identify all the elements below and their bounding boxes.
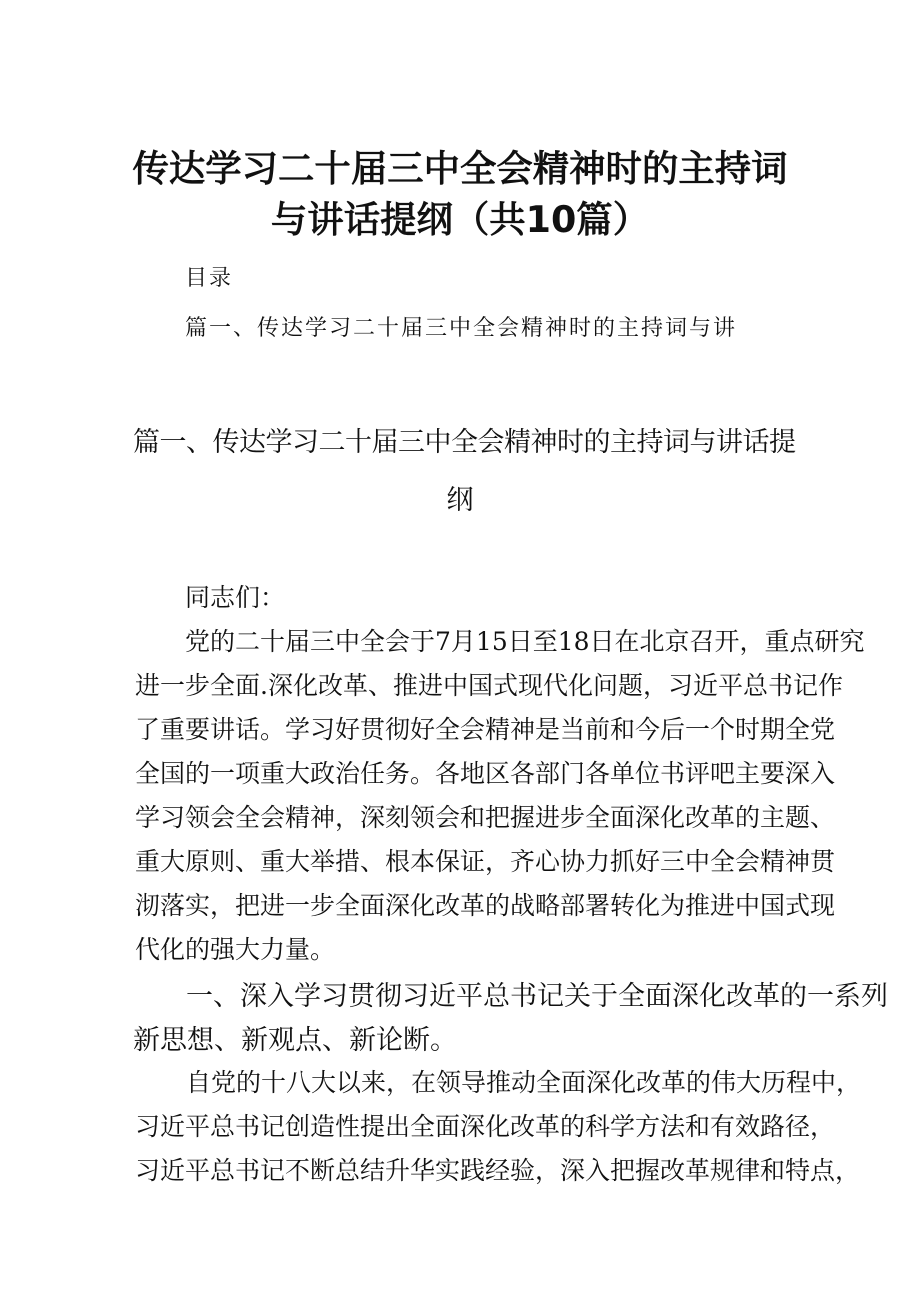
paragraph-1-line-6: 重大原则、重大举措、根本保证，齐心协力抓好三中全会精神贯 [135,847,836,876]
section-title-line-2: 纲 [446,485,474,516]
heading-1-line-1: 一、深入学习贯彻习近平总书记关于全面深化改革的一系列 [186,981,888,1012]
greeting-text: 同志们： [185,583,286,612]
section-title-line-1: 篇一、传达学习二十届三中全会精神时的主持词与讲话提 [133,427,796,458]
document-title-line-1: 传达学习二十届三中全会精神时的主持词 [132,147,788,190]
paragraph-2-line-1: 自党的十八大以来，在领导推动全面深化改革的伟大历程中， [186,1068,862,1097]
paragraph-2-line-2: 习近平总书记创造性提出全面深化改革的科学方法和有效路径， [135,1112,836,1141]
toc-heading: 目录 [185,266,234,291]
heading-1-line-2: 新思想、新观点、新论断。 [133,1025,457,1056]
paragraph-1-line-1: 党的二十届三中全会于7月15日至18日在北京召开，重点研究 [185,627,865,656]
paragraph-1-line-4: 全国的一项重大政治任务。各地区各部门各单位书评吧主要深入 [135,759,836,788]
paragraph-1-line-7: 沏落实，把进一步全面深化改革的战略部署转化为推进中国式现 [135,891,836,920]
paragraph-1-line-2: 进一步全面.深化改革、推进中国式现代化问题，习近平总书记作 [135,671,843,700]
paragraph-1-line-3: 了重要讲话。学习好贯彻好全会精神是当前和今后一个时期全党 [135,715,836,744]
paragraph-2-line-3: 习近平总书记不断总结升华实践经验，深入把握改革规律和特点， [135,1156,861,1185]
document-title-line-2: 与讲话提纲（共10篇） [270,198,650,241]
paragraph-1-line-8: 代化的强大力量。 [135,935,336,964]
paragraph-1-line-5: 学习领会全会精神，深刻领会和把握进步全面深化改革的主题、 [135,803,836,832]
toc-item-1[interactable]: 篇一、传达学习二十届三中全会精神时的主持词与讲 [185,316,738,341]
